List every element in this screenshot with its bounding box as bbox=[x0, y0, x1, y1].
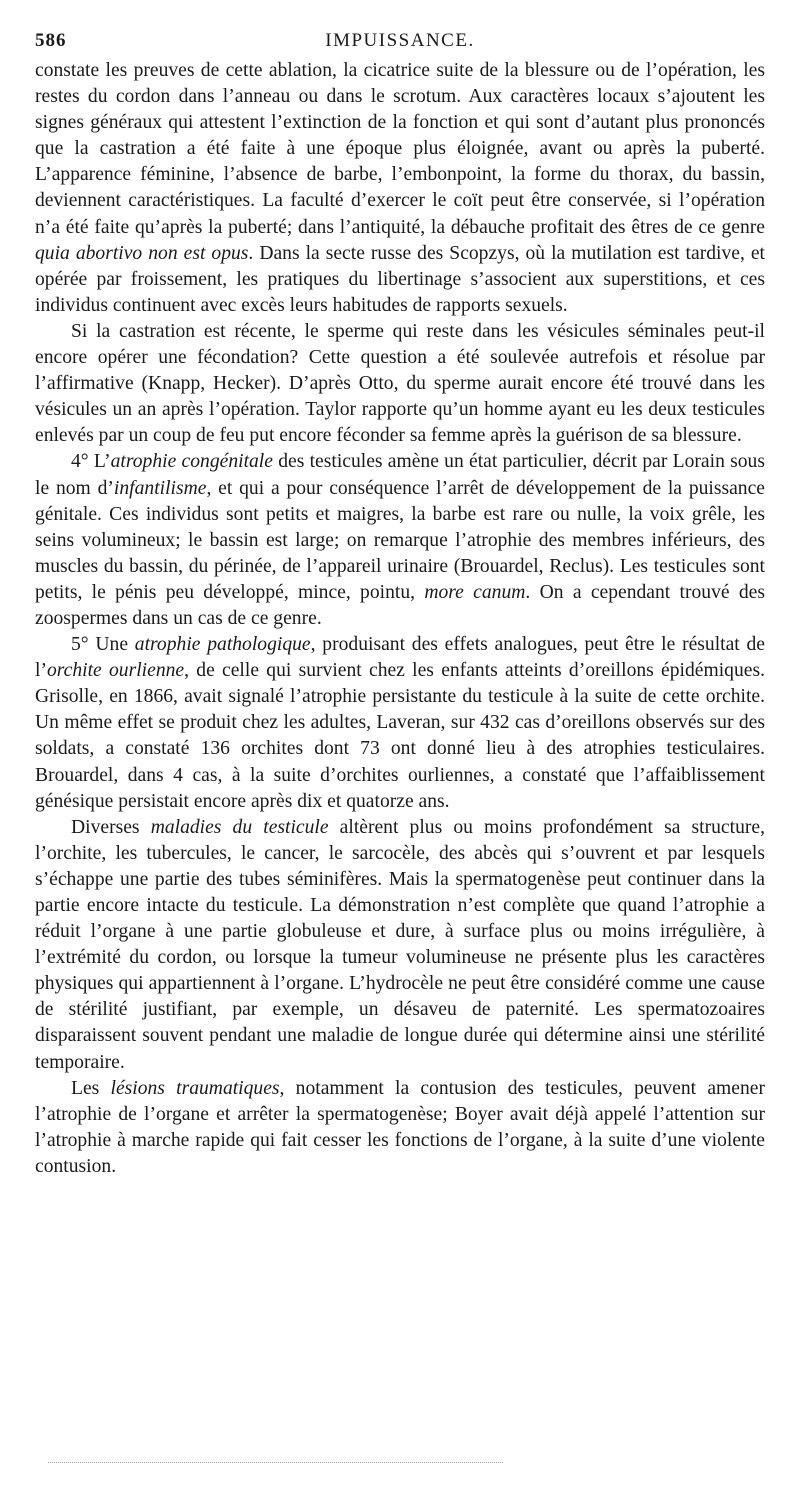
italic-term: atrophie congénitale bbox=[110, 451, 273, 473]
text-span: 5° Une bbox=[71, 634, 135, 656]
text-span: , produisant des effets analogues, peut être le résultat de l’ bbox=[35, 634, 765, 682]
text-body bbox=[35, 58, 765, 1180]
text-span: . Dans la secte russe des Scopzys, où la mutilation est tardive, et opérée par froissement, les pratiques du libertinage s’associent aux superstitions, et ces individus continuent avec excès leurs habitudes de rapports sexuels. bbox=[35, 242, 765, 316]
footer-dotted-rule bbox=[48, 1462, 503, 1463]
italic-term: lésions traumatiques bbox=[110, 1077, 280, 1099]
text-span: . On a cependant trouvé des zoospermes dans un cas de ce genre. bbox=[35, 581, 765, 629]
italic-term: orchite ourlienne bbox=[46, 660, 185, 682]
paragraph-castration-signs bbox=[35, 58, 765, 319]
text-span: des testicules amène un état particulier, décrit par Lorain sous le nom d’ bbox=[35, 451, 765, 499]
page-number: 586 bbox=[35, 30, 67, 51]
text-span: Les bbox=[71, 1077, 111, 1099]
text-span: 4° L’ bbox=[71, 451, 111, 473]
running-title: IMPUISSANCE. bbox=[325, 30, 475, 51]
paragraph-testicle-diseases bbox=[35, 815, 765, 1076]
text-span: altèrent plus ou moins profondément sa structure, l’orchite, les tubercules, le cancer, le sarcocèle, des abcès qui s’ouvrent et par lesquels s’échappe une partie des tubes séminifères. Mais la spermatogenèse peut continuer dans la partie encore intacte du testicule. La démonstration n’est complète que quand l’atrophie a réduit l’organe à une partie globuleuse et dure, à surface plus ou moins irrégulière, à l’extrémité du cordon, ou lorsque la tumeur volumineuse ne présente plus les caractères physiques qui appartiennent à l’organe. L’hydrocèle ne peut être considéré comme une cause de stérilité justifiant, par exemple, un désaveu de paternité. Les spermatozoaires disparaissent souvent pendant une maladie de longue durée qui détermine ainsi une stérilité temporaire. bbox=[35, 816, 765, 1073]
paragraph-pathological-atrophy bbox=[35, 632, 765, 815]
text-span: constate les preuves de cette ablation, la cicatrice suite de la blessure ou de l’opération, les restes du cordon dans l’anneau ou dans le scrotum. Aux caractères locaux s’ajoutent les signes généraux qui attestent l’extinction de la fonction et qui sont d’autant plus prononcés que la castration a été faite à une époque plus éloignée, avant ou après la puberté. L’apparence féminine, l’absence de barbe, l’embonpoint, la forme du thorax, du bassin, deviennent caractéristiques. La faculté d’exercer le coït peut être conservée, si l’opération n’a été faite qu’après la puberté; dans l’antiquité, la débauche profitait des êtres de ce genre bbox=[35, 60, 765, 238]
italic-latin-phrase: more canum bbox=[424, 581, 526, 603]
text-span: Diverses bbox=[71, 816, 151, 838]
paragraph-recent-castration bbox=[35, 319, 765, 449]
text-span: , et qui a pour conséquence l’arrêt de développement de la puissance génitale. Ces individus sont petits et maigres, la barbe est rare ou nulle, la voix grêle, les seins volumineux; le bassin est large; on remarque l’atrophie des membres inférieurs, des muscles du bassin, du périnée, de l’appareil urinaire (Brouardel, Reclus). Les testicules sont petits, le pénis peu développé, mince, pointu, bbox=[35, 477, 765, 603]
paragraph-congenital-atrophy bbox=[35, 449, 765, 632]
paragraph-traumatic-lesions bbox=[35, 1076, 765, 1180]
italic-term: infantilisme bbox=[113, 477, 207, 499]
text-span: , notamment la contusion des testicules, peuvent amener l’atrophie de l’organe et arrêter la spermatogenèse; Boyer avait déjà appelé l’attention sur l’atrophie à marche rapide qui fait cesser les fonctions de l’organe, à la suite d’une violente contusion. bbox=[35, 1077, 765, 1177]
italic-term: atrophie pathologique bbox=[134, 634, 311, 656]
italic-latin-phrase: quia abortivo non est opus bbox=[35, 242, 249, 264]
page-header bbox=[35, 30, 765, 60]
text-span: Si la castration est récente, le sperme qui reste dans les vésicules séminales peut-il encore opérer une fécondation? Cette question a été soulevée autrefois et résolue par l’affirmative (Knapp, Hecker). D’après Otto, du sperme aurait encore été trouvé dans les vésicules un an après l’opération. Taylor rapporte qu’un homme ayant eu les deux testicules enlevés par un coup de feu put encore féconder sa femme après la guérison de sa blessure. bbox=[35, 320, 765, 447]
text-span: , de celle qui survient chez les enfants atteints d’oreillons épidémiques. Grisolle, en 1866, avait signalé l’atrophie persistante du testicule à la suite de cette orchite. Un même effet se produit chez les adultes, Laveran, sur 432 cas d’oreillons observés sur des soldats, a constaté 136 orchites dont 73 ont donné lieu à des atrophies testiculaires. Brouardel, dans 4 cas, à la suite d’orchites ourliennes, a constaté que l’affaiblissement génésique persistait encore après dix et quatorze ans. bbox=[35, 660, 765, 812]
italic-term: maladies du testicule bbox=[150, 816, 329, 838]
